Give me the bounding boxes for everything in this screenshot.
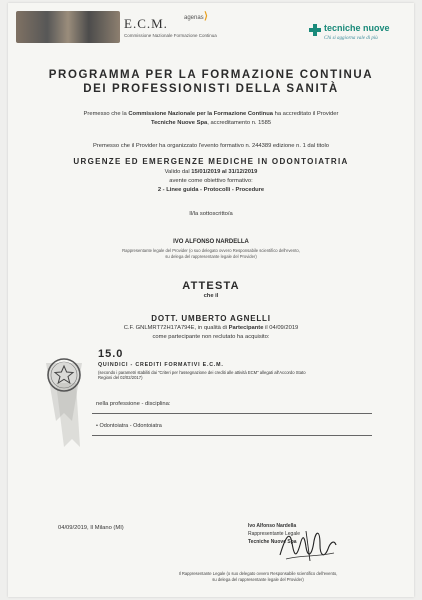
ecm-logo-title: E.C.M. xyxy=(124,16,168,31)
event-intro: Premesso che il Provider ha organizzato l'evento formativo n. 244389 edizione n. 1 dal titolo xyxy=(92,143,330,149)
event-validity-dates: 15/01/2019 al 31/12/2019 xyxy=(191,169,258,175)
stamp-line2: Rappresentante Legale xyxy=(248,531,300,537)
stamp-line3: Tecniche Nuove Spa xyxy=(248,539,297,545)
signatory-role-line1: Rappresentante legale del Provider (o suo delegato ovvero Responsabile scientifico dell'evento, xyxy=(122,248,300,253)
event-title: URGENZE ED EMERGENZE MEDICHE IN ODONTOIATRIA xyxy=(73,157,349,166)
accreditation-suffix: , accreditamento n. 1585 xyxy=(207,120,272,126)
signatory-intro: Il/la sottoscritto/a xyxy=(189,211,233,217)
profession-item xyxy=(96,423,162,429)
accreditation-prefix: Premesso che la xyxy=(83,111,127,117)
profession-item-text: Odontoiatra - Odontoiatra xyxy=(99,423,162,429)
place-date: 04/09/2019, Il Milano (MI) xyxy=(58,525,124,531)
footnote-line2: su delega del rappresentante legale del Provider) xyxy=(212,577,304,582)
header xyxy=(8,3,414,55)
participant-note: come partecipante non reclutato ha acquisito: xyxy=(152,334,270,340)
stamp-line1: Ivo Alfonso Nardella xyxy=(248,523,297,529)
credits-number: 15.0 xyxy=(98,348,124,360)
accreditation-line1 xyxy=(8,111,414,117)
participant-name: DOTT. UMBERTO AGNELLI xyxy=(151,314,271,323)
event-objective: 2 - Linee guida - Protocolli - Procedure xyxy=(157,187,265,193)
publisher-logo-name: tecniche nuove xyxy=(324,23,390,33)
credits-note-line1: (secondo i parametri stabiliti dai "Criteri per l'assegnazione dei crediti alle attività ECM" allegati all'Accordo Stato xyxy=(98,370,306,375)
ecm-logo-subtitle: Commissione Nazionale Formazione Continua xyxy=(124,33,217,38)
agenas-logo: agenas xyxy=(184,15,204,21)
event-objective-label: avente come obiettivo formativo: xyxy=(169,178,253,184)
accreditation-middle: ha accreditato il Provider xyxy=(274,111,339,117)
participant-role: Partecipante xyxy=(228,325,264,331)
attesta-heading: ATTESTA xyxy=(182,280,240,292)
publisher-tagline: Chi si aggiorna vale di più xyxy=(324,36,378,41)
accreditation-line2 xyxy=(8,120,414,126)
credits-note xyxy=(98,370,348,380)
profession-label: nella professione - disciplina: xyxy=(96,401,171,407)
credits-note-line2: Regioni del 02/02/2017) xyxy=(98,375,143,380)
divider-bottom xyxy=(92,435,372,436)
document-title-line2: DEI PROFESSIONISTI DELLA SANITÀ xyxy=(83,83,339,95)
signatory-role-line2: su delega del rappresentante legale del Provider) xyxy=(165,254,257,259)
bullet-icon: • xyxy=(96,423,100,429)
accreditation-provider: Tecniche Nuove Spa xyxy=(150,120,208,126)
ecm-logo-image xyxy=(16,11,120,43)
credits-words: QUINDICI - CREDITI FORMATIVI E.C.M. xyxy=(98,362,224,368)
agenas-mark-icon: ⟩ xyxy=(204,11,208,22)
publisher-cross-icon xyxy=(308,23,322,37)
medal-icon xyxy=(36,343,92,453)
participant-cf-line xyxy=(8,325,414,331)
signature-image xyxy=(276,525,340,563)
participant-date: il 04/09/2019 xyxy=(265,325,299,331)
footnote-line1: Il Rappresentante Legale (o suo delegato ovvero Responsabile scientifico dell'evento, xyxy=(178,571,338,576)
event-validity-prefix: Valido dal xyxy=(164,169,190,175)
signatory-name: IVO ALFONSO NARDELLA xyxy=(173,239,249,245)
accreditation-commission: Commissione Nazionale per la Formazione Continua xyxy=(128,111,273,117)
attesta-sub: che il xyxy=(203,293,219,299)
certificate-page xyxy=(8,3,414,597)
event-validity xyxy=(8,169,414,175)
document-title-line1: PROGRAMMA PER LA FORMAZIONE CONTINUA xyxy=(48,69,374,81)
participant-cf: C.F. GNLMRT72H17A794E, in qualità di xyxy=(123,325,228,331)
divider-top xyxy=(92,413,372,414)
